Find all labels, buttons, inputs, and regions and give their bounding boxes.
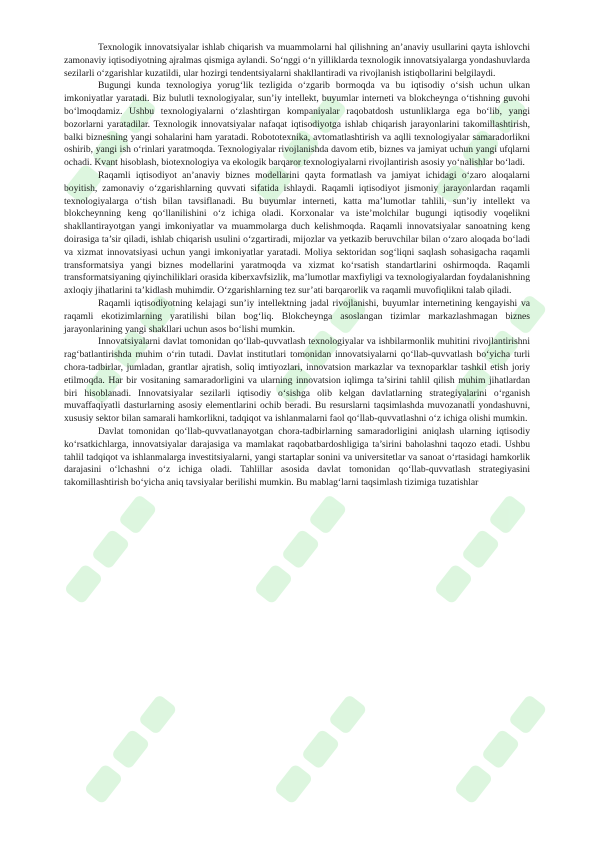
- paragraph-3: Raqamli iqtisodiyot an’anaviy biznes modellarini qayta formatlash va jamiyat ichidagi o‘zaro aloqalarni boyitish, zamonaviy o‘zgarishlarning quvvati sifatida ishlaydi. Raqamli iqtisodiyot jismoniy jarayonlardan raqamli texnologiyalarga o‘tish bilan tavsiflanadi. Bu buyumlar interneti, katta ma’lumotlar tahlili, sun’iy intellekt va blokcheynning keng qo‘llanilishini o‘z ichiga oladi. Korxonalar va iste’molchilar bugungi iqtisodiy voqelikni shakllantirayotgan yangi imkoniyatlar va muammolarga duch kelishmoqda. Raqamli innovatsiyalar sanoatning keng doirasiga ta’sir qiladi, ishlab chiqarish usulini o‘zgartiradi, mijozlar va yetkazib beruvchilar bilan o‘zaro aloqada bo‘ladi va xizmat innovatsiyasi uchun yangi imkoniyatlar yaratadi. Moliya sektoridan sog‘liqni saqlash sohasigacha raqamli transformatsiya yangi biznes modellarini yaratmoqda va xizmat ko‘rsatish standartlarini oshirmoqda. Raqamli transformatsiyaning qiyinchiliklari orasida kiberxavfsizlik, ma’lumotlar maxfiyligi va texnologiyalardan foydalanishning axloqiy jihatlarini ta’kidlash muhimdir. O‘zgarishlarning tez sur’ati barqarorlik va raqamli muvofiqlikni talab qiladi.: [64, 169, 530, 297]
- paragraph-6: Davlat tomonidan qo‘llab-quvvatlanayotgan chora-tadbirlarning samaradorligini aniqlash ularning iqtisodiy ko‘rsatkichlarga, innovatsiyalar darajasiga va mamlakat raqobatbardoshligiga ta’sirini baholashni taqozo etadi. Ushbu tahlil tadqiqot va ishlanmalarga investitsiyalarni, yangi startaplar sonini va universitetlar va sanoat o‘rtasidagi hamkorlik darajasini o‘lchashni o‘z ichiga oladi. Tahlillar asosida davlat tomonidan qo‘llab-quvvatlash strategiyasini takomillashtirish bo‘yicha aniq tavsiyalar berilishi mumkin. Bu mablag‘larni taqsimlash tizimiga tuzatishlar: [64, 425, 530, 489]
- watermark-mark: [434, 494, 528, 605]
- paragraph-5: Innovatsiyalarni davlat tomonidan qo‘llab-quvvatlash texnologiyalar va ishbilarmonlik muhitini rivojlantirishni rag‘batlantirishda muhim o‘rin tutadi. Davlat institutlari tomonidan innovatsiyalarni qo‘llab-quvvatlash bo‘yicha turli chora-tadbirlar, jumladan, grantlar ajratish, soliq imtiyozlari, innovatsion markazlar va texnoparklar tashkil etish joriy etilmoqda. Har bir vositaning samaradorligini va ularning innovatsion iqlimga ta’sirini tahlil qilish muhim jihatlardan biri hisoblanadi. Innovatsiyalar sezilarli iqtisodiy o‘sishga olib kelgan davlatlarning strategiyalarini o‘rganish muvaffaqiyatli dasturlarning asosiy elementlarini ochib beradi. Bu resurslarni taqsimlashda muvozanatli yondashuvni, xususiy sektor bilan samarali hamkorlikni, tadqiqot va ishlanmalarni faol qo‘llab-quvvatlashni o‘z ichiga olishi mumkin.: [64, 336, 530, 425]
- paragraph-1: Texnologik innovatsiyalar ishlab chiqarish va muammolarni hal qilishning an’anaviy usullarini qayta ishlovchi zamonaviy iqtisodiyotning ajralmas qismiga aylandi. So‘nggi o‘n yilliklarda texnologik innovatsiyalarga yondashuvlarda sezilarli o‘zgarishlar kuzatildi, ular hozirgi tendentsiyalarni shakllantiradi va rivojlanish istiqbollarini belgilaydi.: [64, 42, 530, 79]
- watermark-mark: [64, 494, 158, 605]
- watermark-mark: [254, 494, 348, 605]
- paragraph-2: Bugungi kunda texnologiya yorug‘lik tezligida o‘zgarib bormoqda va bu iqtisodiy o‘sish uchun ulkan imkoniyatlar yaratadi. Biz bulutli texnologiyalar, sun’iy intellekt, buyumlar interneti va blokcheynga o‘tishning guvohi bo‘lmoqdamiz. Ushbu texnologiyalarni o‘zlashtirgan kompaniyalar raqobatdosh ustunliklarga ega bo‘lib, yangi bozorlarni yaratadilar. Texnologik innovatsiyalar nafaqat iqtisodiyotga ishlab chiqarish jarayonlarini takomillashtirish, balki biznesning yangi sohalarini ham yaratadi. Robototexnika, avtomatlashtirish va aqlli texnologiyalar samaradorlikni oshirib, yangi ish o‘rinlari yaratmoqda. Texnologiyalar rivojlanishda davom etib, biznes va jamiyat uchun yangi ufqlarni ochadi. Kvant hisoblash, biotexnologiya va ekologik barqaror texnologiyalarni rivojlantirish asosiy yo‘nalishlar bo‘ladi.: [64, 80, 530, 169]
- watermark-mark: [274, 694, 368, 805]
- watermark-mark: [454, 694, 548, 805]
- watermark-mark: [84, 694, 178, 805]
- paragraph-4: Raqamli iqtisodiyotning kelajagi sun’iy intellektning jadal rivojlanishi, buyumlar internetining kengayishi va raqamli ekotizimlarning yaratilishi bilan bog‘liq. Blokcheynga asoslangan tizimlar markazlashmagan biznes jarayonlarining yangi shakllari uchun asos bo‘lishi mumkin.: [64, 297, 530, 335]
- document-page: [64, 42, 530, 490]
